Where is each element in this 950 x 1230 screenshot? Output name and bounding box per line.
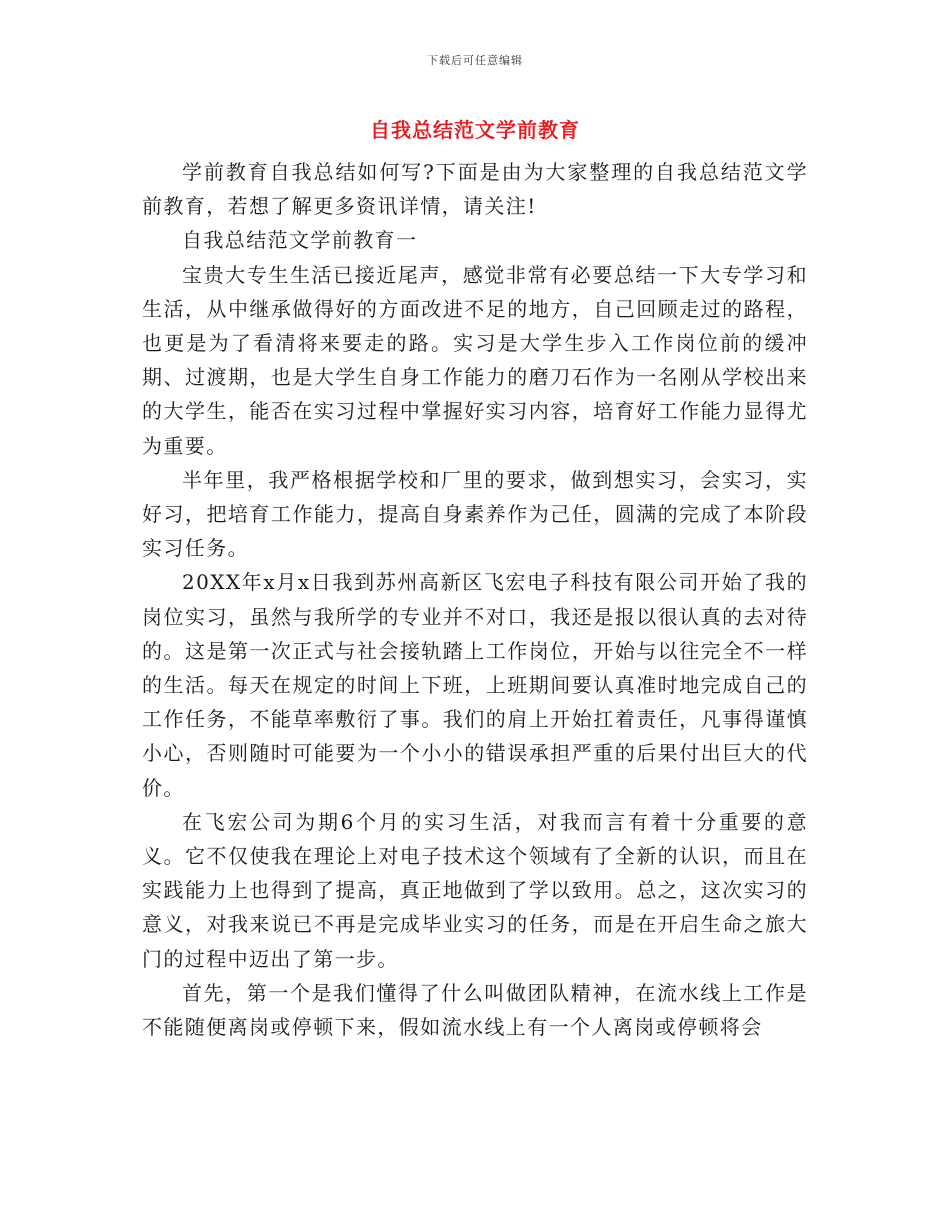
paragraph: 宝贵大专生生活已接近尾声，感觉非常有必要总结一下大专学习和生活，从中继承做得好的方面改进不足的地方，自己回顾走过的路程，也更是为了看清将来要走的路。实习是大学生步入工作岗位前的缓冲期、过渡期，也是大学生自身工作能力的磨刀石作为一名刚从学校出来的大学生，能否在实习过程中掌握好实习内容，培育好工作能力显得尤为重要。	[142, 262, 808, 458]
paragraph: 首先，第一个是我们懂得了什么叫做团队精神，在流水线上工作是不能随便离岗或停顿下来，假如流水线上有一个人离岗或停顿将会	[142, 980, 808, 1040]
paragraph: 半年里，我严格根据学校和厂里的要求，做到想实习，会实习，实好习，把培育工作能力，提高自身素养作为己任，圆满的完成了本阶段实习任务。	[142, 467, 808, 561]
paragraph: 在飞宏公司为期6个月的实习生活，对我而言有着十分重要的意义。它不仅使我在理论上对电子技术这个领域有了全新的认识，而且在实践能力上也得到了提高，真正地做到了学以致用。总之，这次实习的意义，对我来说已不再是完成毕业实习的任务，而是在开启生命之旅大门的过程中迈出了第一步。	[142, 809, 808, 971]
paragraph: 20XX年x月x日我到苏州高新区飞宏电子科技有限公司开始了我的岗位实习，虽然与我所学的专业并不对口，我还是报以很认真的去对待的。这是第一次正式与社会接轨踏上工作岗位，开始与以往完全不一样的生活。每天在规定的时间上下班，上班期间要认真准时地完成自己的工作任务，不能草率敷衍了事。我们的肩上开始扛着责任，凡事得谨慎小心，否则随时可能要为一个小小的错误承担严重的后果付出巨大的代价。	[142, 570, 808, 800]
page-header: 下载后可任意编辑	[427, 54, 523, 67]
paragraph-intro: 学前教育自我总结如何写?下面是由为大家整理的自我总结范文学前教育，若想了解更多资讯详情，请关注!	[142, 160, 808, 219]
paragraph-section-heading: 自我总结范文学前教育一	[182, 228, 418, 253]
document-title: 自我总结范文学前教育	[370, 118, 580, 142]
document-body	[142, 155, 808, 1044]
